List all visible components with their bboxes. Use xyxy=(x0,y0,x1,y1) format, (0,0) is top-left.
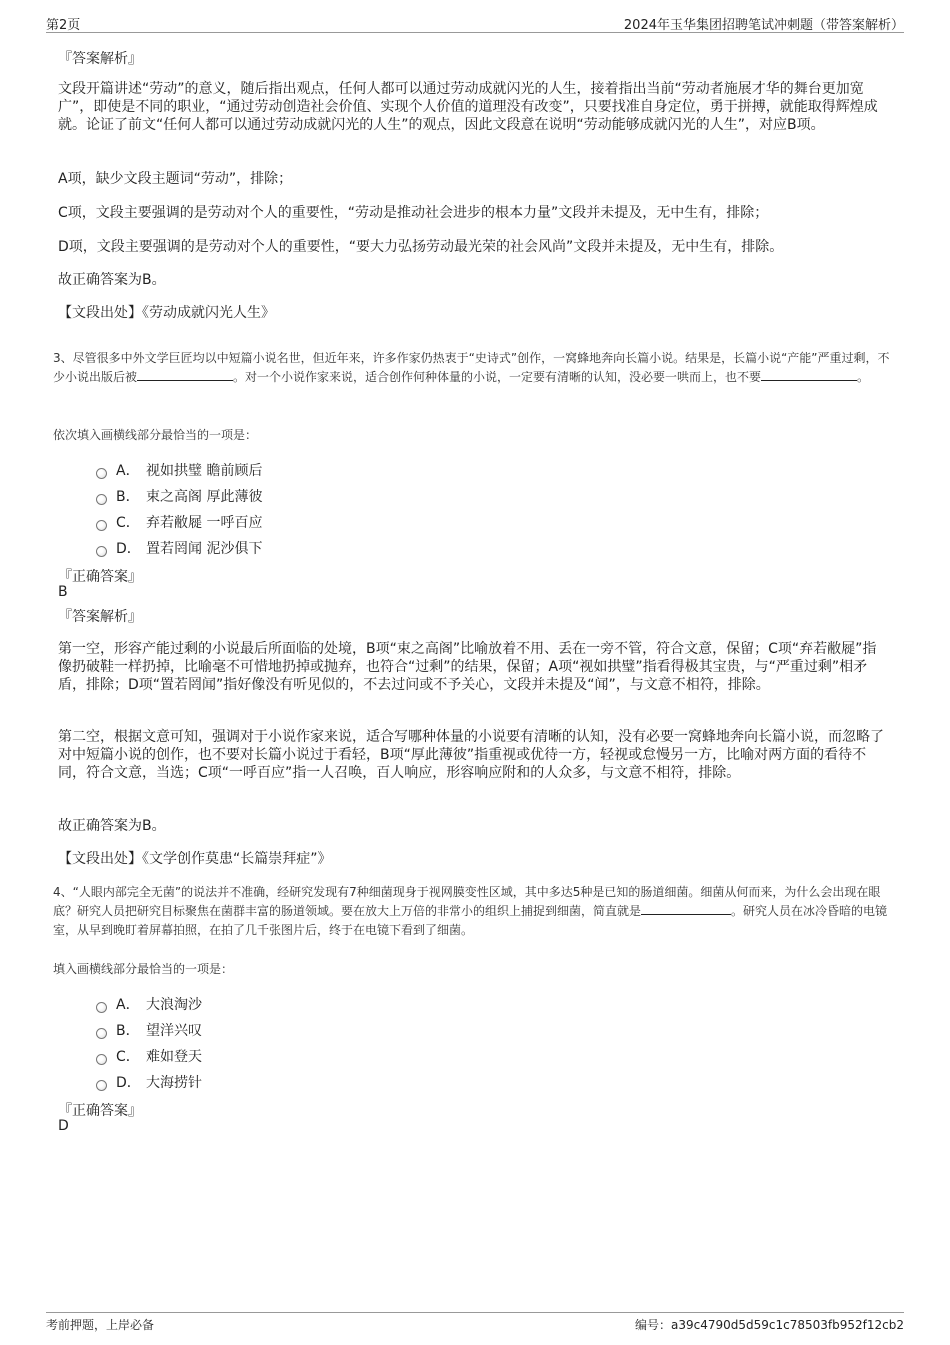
analysis-option-a: A项，缺少文段主题词“劳动”，排除； xyxy=(58,171,293,187)
option-c[interactable]: C． 难如登天 xyxy=(96,1046,202,1066)
question-3-part-a: 3、尽管很多中外文学巨匠均以中短篇小说名世，但近年来，许多作家仍热衷于“史诗式”创作，一窝蜂地奔向长篇小说。结果是，长篇小说“产能”严重过剩，不少小说出版后被 xyxy=(53,351,890,384)
option-a[interactable]: A． 大浪淘沙 xyxy=(96,994,202,1014)
fill-blank-1 xyxy=(137,368,233,381)
question-3-prompt: 依次填入画横线部分最恰当的一项是： xyxy=(53,428,258,442)
radio-icon[interactable] xyxy=(96,1028,107,1039)
radio-icon[interactable] xyxy=(96,1002,107,1013)
page-header xyxy=(46,12,904,33)
correct-answer: D xyxy=(58,1118,69,1134)
analysis-option-d: D项，文段主要强调的是劳动对个人的重要性，“要大力弘扬劳动最光荣的社会风尚”文段并未提及，无中生有，排除。 xyxy=(58,239,784,255)
analysis-conclusion: 故正确答案为B。 xyxy=(58,272,166,288)
correct-answer-label: 『正确答案』 xyxy=(58,1103,142,1119)
option-d[interactable]: D． 置若罔闻 泥沙俱下 xyxy=(96,538,262,558)
analysis-paragraph xyxy=(58,80,890,134)
analysis-source: 【文段出处】《劳动成就闪光人生》 xyxy=(58,305,275,321)
fill-blank-2 xyxy=(761,368,857,381)
page-footer xyxy=(46,1312,904,1335)
option-b[interactable]: B． 束之高阁 厚此薄彼 xyxy=(96,486,262,506)
fill-blank-1 xyxy=(641,902,731,915)
question-3-part-c: 。 xyxy=(857,370,870,384)
question-3-text xyxy=(53,349,895,387)
analysis-paragraph: 第一空，形容产能过剩的小说最后所面临的处境，B项“束之高阁”比喻放着不用、丢在一旁不管，符合文意，保留；C项“弃若敝屣”指像扔破鞋一样扔掉，比喻毫不可惜地扔掉或抛弃，也符合“过剩”的结果，保留；A项“视如拱璧”指看得极其宝贵，与“严重过剩”相矛盾，排除；D项“置若罔闻”指好像没有听见似的，不去过问或不予关心，文段并未提及“闻”，与文意不相符，排除。 xyxy=(58,641,877,693)
document-id: 编号：a39c4790d5d59c1c78503fb952f12cb2 xyxy=(635,1318,904,1332)
correct-answer-label: 『正确答案』 xyxy=(58,569,142,585)
radio-icon[interactable] xyxy=(96,520,107,531)
document-title: 2024年玉华集团招聘笔试冲刺题（带答案解析） xyxy=(623,18,904,33)
page-number: 第2页 xyxy=(46,18,81,33)
correct-answer: B xyxy=(58,584,68,600)
radio-icon[interactable] xyxy=(96,1080,107,1091)
question-4-part-b: 。研究人员在冰冷昏暗的电镜室，从早到晚盯着屏幕拍照，在拍了几千张图片后，终于在电镜下看到了细菌。 xyxy=(53,904,888,937)
question-4-prompt: 填入画横线部分最恰当的一项是： xyxy=(53,962,234,976)
option-c[interactable]: C． 弃若敝屣 一呼百应 xyxy=(96,512,262,532)
option-d[interactable]: D． 大海捞针 xyxy=(96,1072,202,1092)
radio-icon[interactable] xyxy=(96,494,107,505)
analysis-option-c: C项，文段主要强调的是劳动对个人的重要性，“劳动是推动社会进步的根本力量”文段并未提及，无中生有，排除； xyxy=(58,205,769,221)
analysis-source: 【文段出处】《文学创作莫患“长篇崇拜症”》 xyxy=(58,851,332,867)
radio-icon[interactable] xyxy=(96,468,107,479)
analysis-label: 『答案解析』 xyxy=(58,609,142,625)
radio-icon[interactable] xyxy=(96,546,107,557)
analysis-paragraph: 第二空，根据文意可知，强调对于小说作家来说，适合写哪种体量的小说要有清晰的认知，没有必要一窝蜂地奔向长篇小说，而忽略了对中短篇小说的创作，也不要对长篇小说过于看轻，B项“厚此薄彼”指重视或优待一方，轻视或怠慢另一方，比喻对两方面的看待不同，符合文意，当选；C项“一呼百应”指一人召唤，百人响应，形容响应附和的人众多，与文意不相符，排除。 xyxy=(58,729,884,781)
footer-slogan: 考前押题，上岸必备 xyxy=(46,1318,155,1332)
analysis-label: 『答案解析』 xyxy=(58,51,142,67)
radio-icon[interactable] xyxy=(96,1054,107,1065)
option-a[interactable]: A． 视如拱璧 瞻前顾后 xyxy=(96,460,262,480)
question-4-text xyxy=(53,883,895,940)
analysis-conclusion: 故正确答案为B。 xyxy=(58,818,166,834)
analysis-text: 文段开篇讲述“劳动”的意义，随后指出观点，任何人都可以通过劳动成就闪光的人生，接着指出当前“劳动者施展才华的舞台更加宽广”，即使是不同的职业，“通过劳动创造社会价值、实现个人价值的道理没有改变”，只要找准自身定位，勇于拼搏，就能取得辉煌成就。论证了前文“任何人都可以通过劳动成就闪光的人生”的观点，因此文段意在说明“劳动能够成就闪光的人生”，对应B项。 xyxy=(58,81,878,133)
option-b[interactable]: B． 望洋兴叹 xyxy=(96,1020,202,1040)
question-4-part-a: 4、“人眼内部完全无菌”的说法并不准确，经研究发现有7种细菌现身于视网膜变性区域，其中多达5种是已知的肠道细菌。细菌从何而来，为什么会出现在眼底？研究人员把研究目标聚焦在菌群丰富的肠道领域。要在放大上万倍的非常小的组织上捕捉到细菌，简直就是 xyxy=(53,885,881,918)
question-3-part-b: 。对一个小说作家来说，适合创作何种体量的小说，一定要有清晰的认知，没必要一哄而上，也不要 xyxy=(233,370,762,384)
